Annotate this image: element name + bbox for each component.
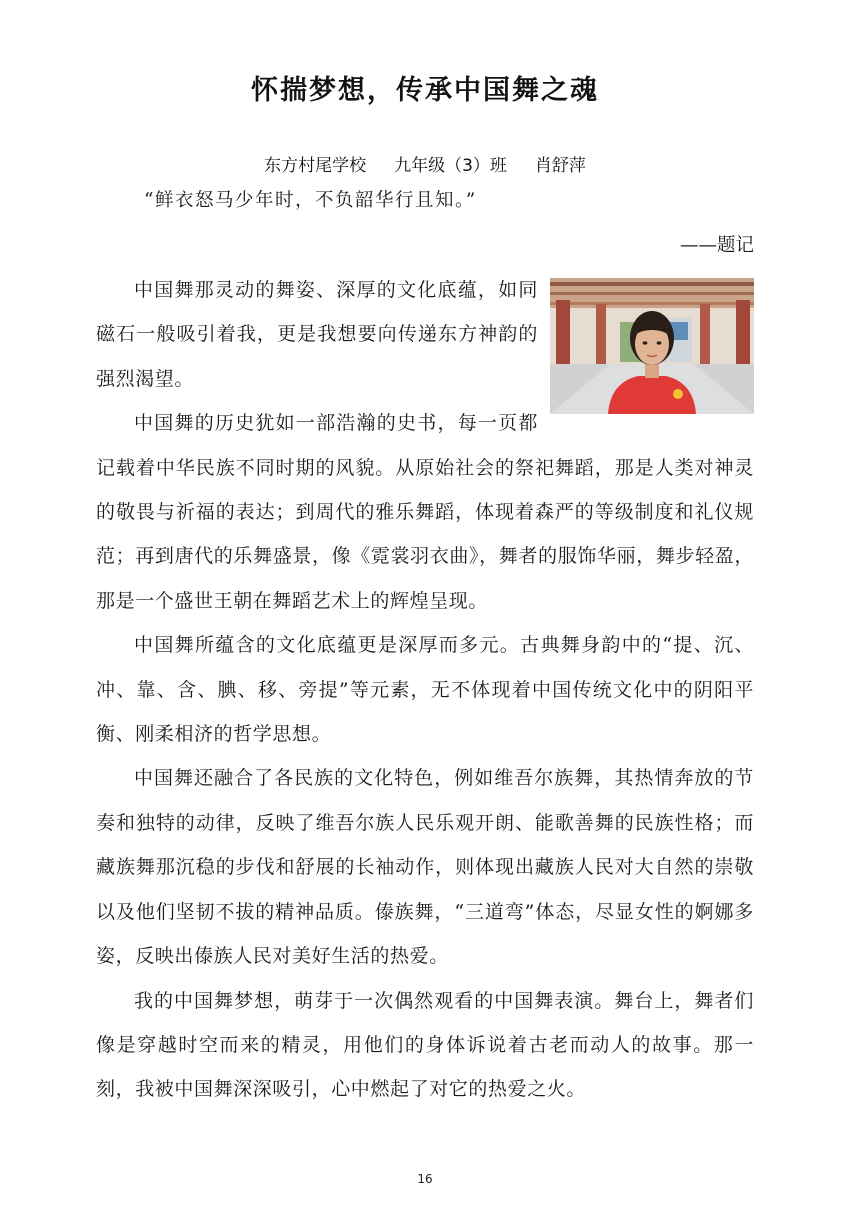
author-name: 肖舒萍 xyxy=(534,156,586,176)
paragraph-1: 中国舞那灵动的舞姿、深厚的文化底蕴，如同磁石一般吸引着我，更是我想要向传递东方神韵的强烈渴望。 xyxy=(96,279,538,390)
class-name: 九年级（3）班 xyxy=(394,156,507,176)
paragraph-2: 中国舞的历史犹如一部浩瀚的史书，每一页都记载着中华民族不同时期的风貌。从原始社会的祭祀舞蹈，那是人类对神灵的敬畏与祈福的表达；到周代的雅乐舞蹈，体现着森严的等级制度和礼仪规范；再到唐代的乐舞盛景，像《霓裳羽衣曲》，舞者的服饰华丽，舞步轻盈，那是一个盛世王朝在舞蹈艺术上的辉煌呈现。 xyxy=(96,412,754,612)
article-title: 怀揣梦想，传承中国舞之魂 xyxy=(251,75,599,106)
school-name: 东方村尾学校 xyxy=(264,156,367,176)
paragraph-4: 中国舞还融合了各民族的文化特色，例如维吾尔族舞，其热情奔放的节奏和独特的动律，反映了维吾尔族人民乐观开朗、能歌善舞的民族性格；而藏族舞那沉稳的步伐和舒展的长袖动作，则体现出藏族人民对大自然的崇敬以及他们坚韧不拔的精神品质。傣族舞，“三道弯”体态，尽显女性的婀娜多姿，反映出傣族人民对美好生活的热爱。 xyxy=(96,767,754,968)
epigraph-quote: “鲜衣怒马少年时，不负韶华行且知。” xyxy=(144,190,477,211)
student-portrait-photo xyxy=(550,278,754,414)
page-number: 16 xyxy=(417,1172,433,1186)
byline xyxy=(0,151,850,176)
epigraph-source: ——题记 xyxy=(679,235,754,256)
paragraph-5: 我的中国舞梦想，萌芽于一次偶然观看的中国舞表演。舞台上，舞者们像是穿越时空而来的精灵，用他们的身体诉说着古老而动人的故事。那一刻，我被中国舞深深吸引，心中燃起了对它的热爱之火。 xyxy=(96,989,754,1101)
paragraph-3: 中国舞所蕴含的文化底蕴更是深厚而多元。古典舞身韵中的“提、沉、冲、靠、含、腆、移、旁提”等元素，无不体现着中国传统文化中的阴阳平衡、刚柔相济的哲学思想。 xyxy=(96,634,754,746)
article-body xyxy=(96,268,754,1112)
